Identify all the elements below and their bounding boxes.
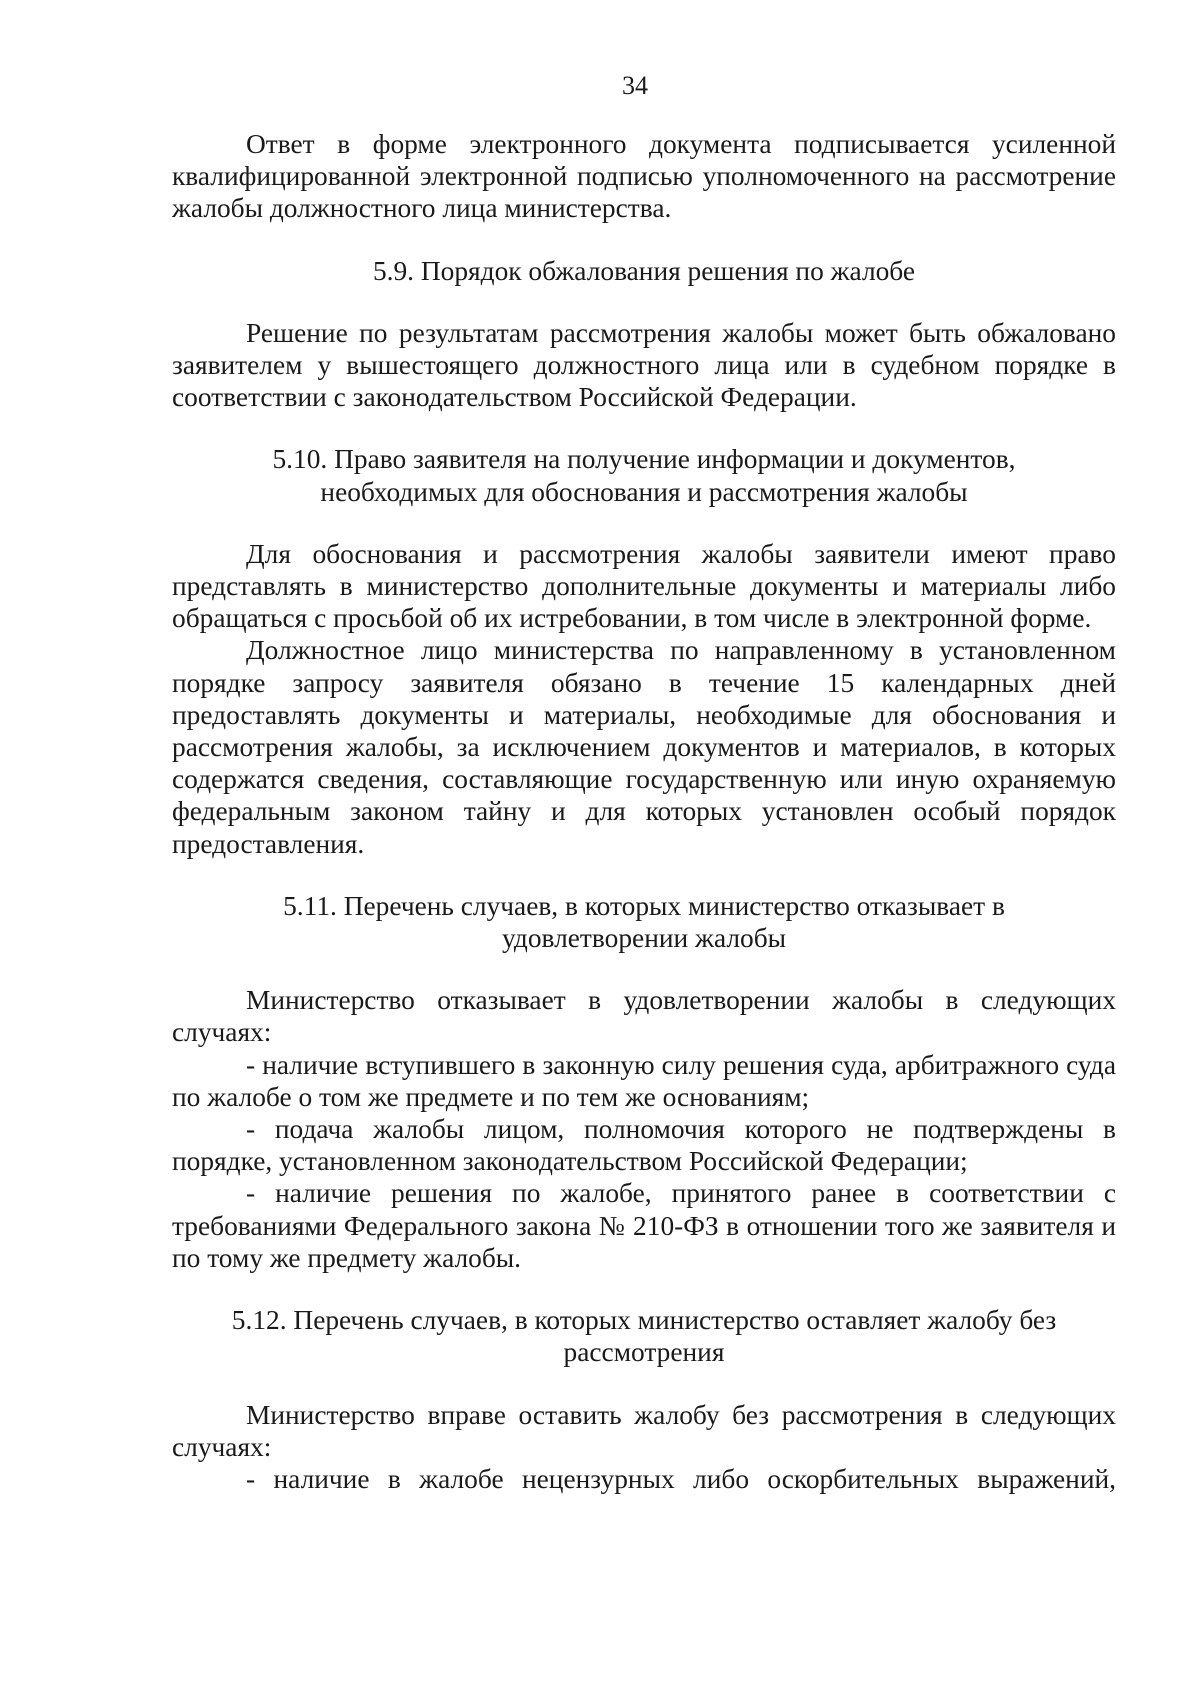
paragraph-appeal-decision: Решение по результатам рассмотрения жалобы может быть обжаловано заявителем у вышестоящего должностного лица или в судебном порядке в соответствии с законодательством Российской Федерации. xyxy=(172,317,1116,413)
heading-5-10 xyxy=(172,443,1116,507)
heading-line: удовлетворении жалобы xyxy=(501,923,787,954)
list-item-court-decision: - наличие вступившего в законную силу решения суда, арбитражного суда по жалобе о том же предмете и по тем же основаниям; xyxy=(172,1049,1116,1112)
paragraph-electronic-signature: Ответ в форме электронного документа подписывается усиленной квалифицированной электронной подписью уполномоченного на рассмотрение жалобы должностного лица министерства. xyxy=(172,129,1116,224)
list-item-obscene-expressions: - наличие в жалобе нецензурных либо оскорбительных выражений, xyxy=(246,1463,1116,1494)
heading-line: рассмотрения xyxy=(563,1337,725,1368)
paragraph-leave-without-review-intro: Министерство вправе оставить жалобу без рассмотрения в следующих случаях: xyxy=(172,1399,1116,1462)
list-item-unauthorized-person: - подача жалобы лицом, полномочия которого не подтверждены в порядке, установленном законодательством Российской Федерации; xyxy=(172,1114,1116,1177)
heading-5-9 xyxy=(172,255,1116,287)
heading-line: 5.11. Перечень случаев, в которых министерство отказывает в xyxy=(283,890,1005,921)
page-number: 34 xyxy=(622,71,648,100)
heading-line: 5.9. Порядок обжалования решения по жалобе xyxy=(372,255,916,286)
paragraph-refusal-intro: Министерство отказывает в удовлетворении жалобы в следующих случаях: xyxy=(172,985,1116,1048)
heading-5-12 xyxy=(172,1304,1116,1368)
list-item-prior-decision: - наличие решения по жалобе, принятого ранее в соответствии с требованиями Федерального закона № 210-ФЗ в отношении того же заявителя и по тому же предмету жалобы. xyxy=(172,1178,1116,1273)
heading-5-11 xyxy=(172,890,1116,954)
document-body xyxy=(172,128,1116,1495)
heading-line: 5.12. Перечень случаев, в которых министерство оставляет жалобу без xyxy=(231,1305,1057,1336)
paragraph-applicant-rights: Для обоснования и рассмотрения жалобы заявители имеют право представлять в министерство дополнительные документы и материалы либо обращаться с просьбой об их истребовании, в том числе в электронной форме. xyxy=(172,538,1116,634)
paragraph-official-obligations: Должностное лицо министерства по направленному в установленном порядке запросу заявителя обязано в течение 15 календарных дней предоставлять документы и материалы, необходимые для обоснования и рассмотрения жалобы, за исключением документов и материалов, в которых содержатся сведения, составляющие государственную или иную охраняемую федеральным законом тайну и для которых установлен особый порядок предоставления. xyxy=(172,635,1116,859)
heading-line: необходимых для обоснования и рассмотрения жалобы xyxy=(320,476,968,507)
heading-line: 5.10. Право заявителя на получение информации и документов, xyxy=(272,444,1016,475)
